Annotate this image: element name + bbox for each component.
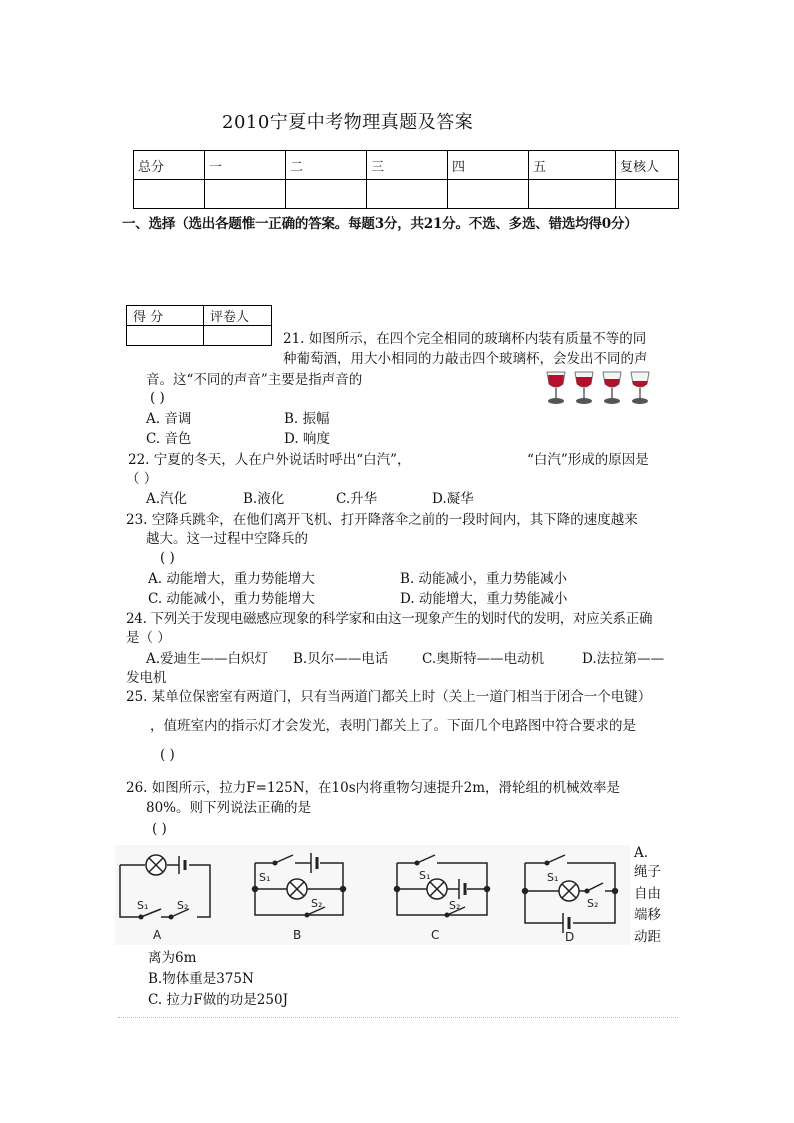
q23-line1: 23. 空降兵跳伞，在他们离开飞机、打开降落伞之前的一段时间内，其下降的速度越来 bbox=[126, 512, 638, 528]
q24-option-d: D.法拉第—— bbox=[582, 651, 665, 667]
q22-option-c: C.升华 bbox=[336, 491, 378, 507]
wine-glass-icon bbox=[631, 372, 649, 404]
q24-line1: 24. 下列关于发现电磁感应现象的科学家和由这一现象产生的划时代的发明，对应关系正确 bbox=[126, 611, 653, 627]
q24-option-c: C.奥斯特——电动机 bbox=[422, 651, 545, 667]
q26-blank: ( ) bbox=[152, 821, 167, 837]
circuit-c-s1-label: S₁ bbox=[419, 869, 431, 882]
q22-option-b: B.液化 bbox=[243, 491, 285, 507]
q21-blank: ( ) bbox=[150, 390, 165, 406]
section-heading: 一、选择（选出各题惟一正确的答案。每题3分，共21分。不选、多选、错选均得0分） bbox=[122, 216, 638, 232]
q24-line2: 是（ ） bbox=[126, 630, 171, 646]
circuit-d-s1-label: S₁ bbox=[547, 871, 559, 884]
wine-glass-icon bbox=[575, 372, 593, 404]
score-header-5: 五 bbox=[529, 151, 616, 180]
q26-option-b: B.物体重是375N bbox=[148, 971, 254, 987]
grader-cell bbox=[127, 326, 204, 346]
circuit-d-label: D bbox=[565, 930, 575, 944]
q22-option-d: D.凝华 bbox=[432, 491, 474, 507]
grader-cell bbox=[204, 326, 272, 346]
circuit-b-s2-label: S₂ bbox=[311, 897, 323, 910]
q26-option-a-tail: 离为6m bbox=[148, 950, 197, 966]
q24-option-b: B.贝尔——电话 bbox=[293, 651, 389, 667]
score-header-total: 总分 bbox=[134, 151, 205, 180]
circuit-diagrams bbox=[115, 845, 630, 945]
q22-line1b: “白汽”形成的原因是 bbox=[527, 452, 649, 468]
page-title: 2010宁夏中考物理真题及答案 bbox=[222, 112, 474, 133]
q21-option-c: C. 音色 bbox=[146, 431, 192, 447]
score-cell bbox=[448, 180, 529, 209]
score-cell bbox=[205, 180, 286, 209]
circuit-b-label: B bbox=[293, 928, 302, 942]
wine-glasses-figure bbox=[540, 368, 658, 408]
q21-option-a: A. 音调 bbox=[146, 411, 192, 427]
q21-line1: 21. 如图所示，在四个完全相同的玻璃杯内装有质量不等的同 bbox=[283, 331, 647, 347]
score-table bbox=[133, 150, 679, 209]
q23-option-a: A. 动能增大，重力势能增大 bbox=[148, 571, 315, 587]
q24-line-tail: 发电机 bbox=[126, 670, 167, 686]
circuit-d-s2-label: S₂ bbox=[587, 897, 599, 910]
score-cell bbox=[529, 180, 616, 209]
score-cell bbox=[286, 180, 367, 209]
q25-line1: 25. 某单位保密室有两道门，只有当两道门都关上时（关上一道门相当于闭合一个电键） bbox=[126, 689, 652, 705]
q24-option-a: A.爱迪生——白炽灯 bbox=[146, 651, 269, 667]
q26-option-a-4: 端移 bbox=[634, 907, 661, 923]
q25-blank: ( ) bbox=[160, 747, 175, 763]
circuit-c-s2-label: S₂ bbox=[449, 899, 461, 912]
q22-blank: （ ） bbox=[126, 471, 158, 487]
q26-option-a-2: 绳子 bbox=[634, 864, 661, 880]
q22-option-a: A.汽化 bbox=[146, 491, 188, 507]
circuit-a-s2-label: S₂ bbox=[177, 899, 189, 912]
q26-option-a-1: A. bbox=[634, 845, 649, 861]
q21-line3: 音。这“不同的声音”主要是指声音的 bbox=[146, 372, 363, 388]
score-header-reviewer: 复核人 bbox=[616, 151, 679, 180]
circuit-c-label: C bbox=[431, 928, 440, 942]
q21-option-d: D. 响度 bbox=[284, 431, 330, 447]
score-header-4: 四 bbox=[448, 151, 529, 180]
q22-line1a: 22. 宁夏的冬天，人在户外说话时呼出“白汽”， bbox=[128, 452, 411, 468]
q26-option-a-3: 自由 bbox=[634, 886, 661, 902]
q26-option-c: C. 拉力F做的功是250J bbox=[148, 992, 288, 1008]
score-cell bbox=[616, 180, 679, 209]
q23-option-d: D. 动能增大，重力势能减小 bbox=[400, 591, 568, 607]
score-cell bbox=[367, 180, 448, 209]
wine-glass-icon bbox=[547, 372, 565, 404]
score-header-1: 一 bbox=[205, 151, 286, 180]
grader-score-label: 得 分 bbox=[127, 306, 204, 326]
q25-line2: ，值班室内的指示灯才会发光，表明门都关上了。下面几个电路图中符合要求的是 bbox=[150, 718, 636, 734]
circuit-b-s1-label: S₁ bbox=[259, 871, 271, 884]
circuit-a-s1-label: S₁ bbox=[137, 899, 149, 912]
score-cell bbox=[134, 180, 205, 209]
q26-line2: 80%。则下列说法正确的是 bbox=[146, 800, 312, 816]
q23-blank: ( ) bbox=[160, 550, 175, 566]
q21-line2: 种葡萄酒，用大小相同的力敲击四个玻璃杯，会发出不同的声 bbox=[283, 351, 648, 367]
q23-option-c: C. 动能减小，重力势能增大 bbox=[148, 591, 315, 607]
q26-line1: 26. 如图所示，拉力F=125N，在10s内将重物匀速提升2m，滑轮组的机械效率是 bbox=[126, 780, 621, 796]
score-header-2: 二 bbox=[286, 151, 367, 180]
q23-line2: 越大。这一过程中空降兵的 bbox=[146, 531, 308, 547]
wine-glass-icon bbox=[603, 372, 621, 404]
circuit-a-label: A bbox=[153, 928, 162, 942]
q21-option-b: B. 振幅 bbox=[284, 411, 330, 427]
grader-name-label: 评卷人 bbox=[204, 306, 272, 326]
q23-option-b: B. 动能减小，重力势能减小 bbox=[400, 571, 568, 587]
grader-table bbox=[126, 305, 272, 346]
q26-option-a-5: 动距 bbox=[634, 929, 661, 945]
page-separator bbox=[118, 1017, 678, 1018]
score-header-3: 三 bbox=[367, 151, 448, 180]
